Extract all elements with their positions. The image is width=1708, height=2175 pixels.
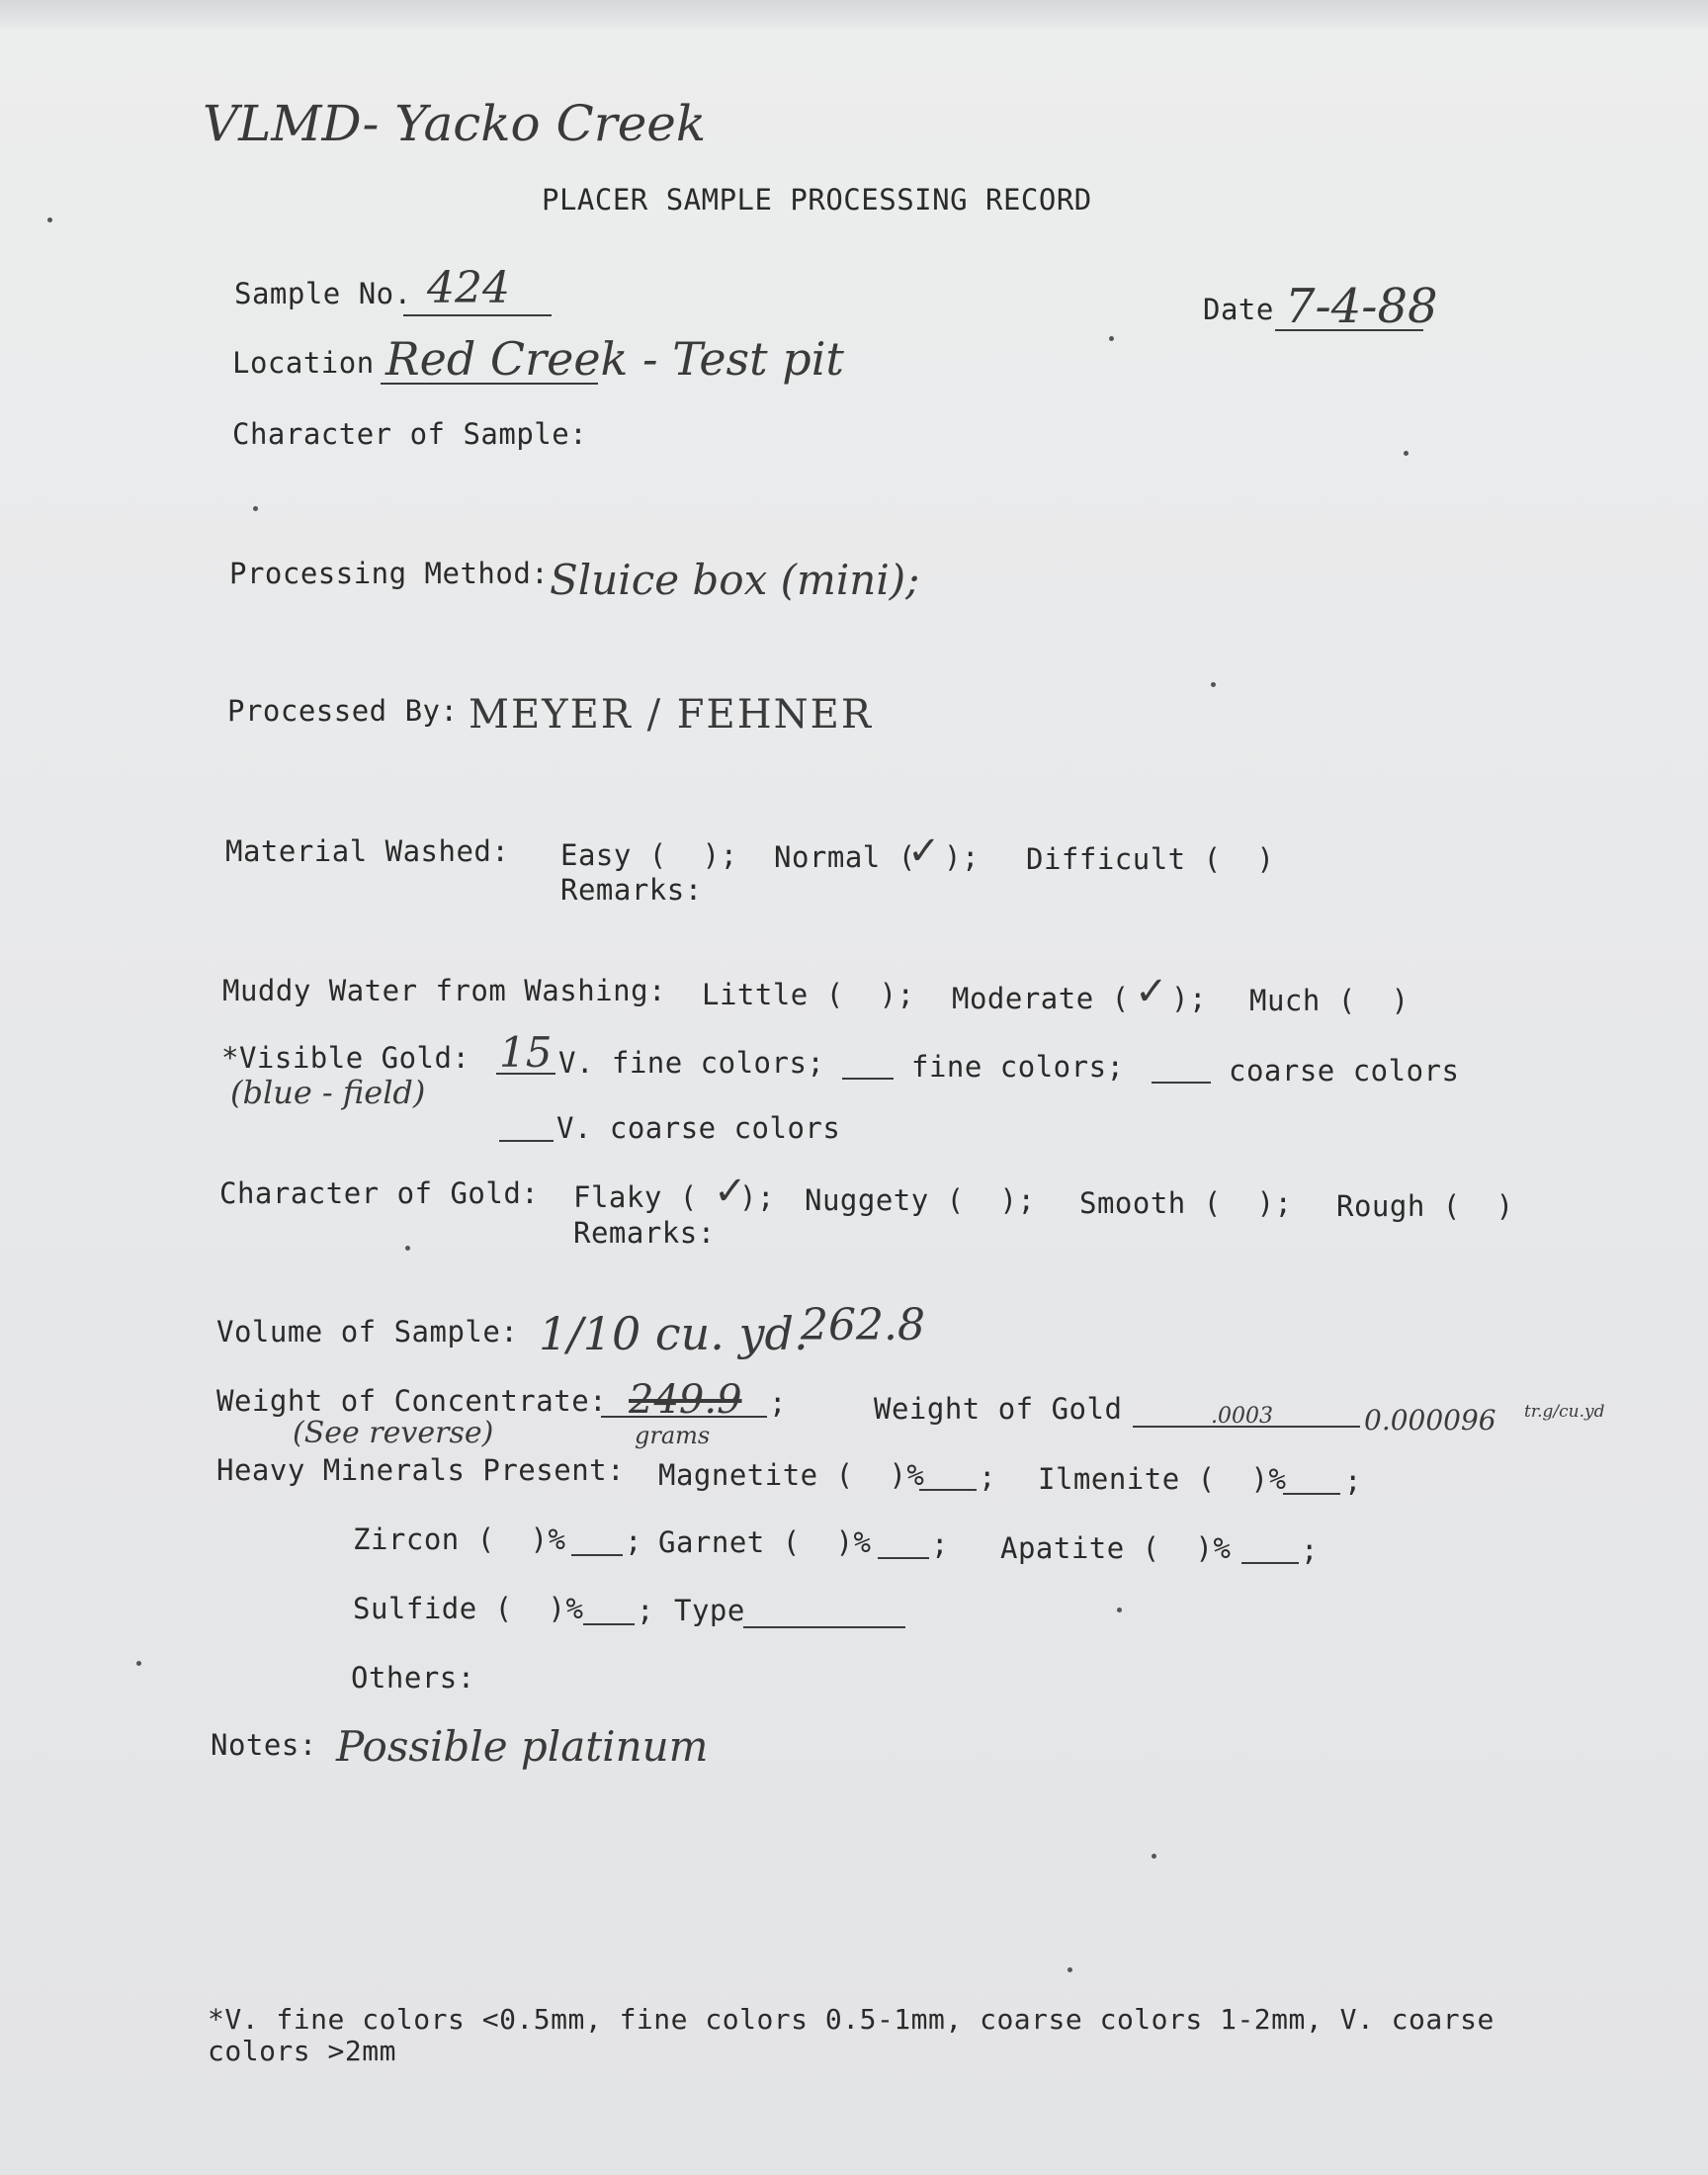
footnote-line-1: *V. fine colors <0.5mm, fine colors 0.5-1mm, coarse colors 1-2mm, V. coarse (208, 2003, 1494, 2036)
material-difficult: Difficult ( ) (1026, 842, 1275, 876)
check-icon: ✓ (907, 828, 941, 874)
mineral-apatite: Apatite ( )% (1000, 1531, 1232, 1565)
visible-gold-note: (blue - field) (230, 1074, 426, 1111)
gold-nuggety: Nuggety ( ); (805, 1183, 1036, 1217)
mineral-zircon: Zircon ( )% (353, 1522, 566, 1556)
apatite-blank (1241, 1562, 1299, 1564)
volume-extra: 262.8 (801, 1300, 925, 1350)
muddy-water-label: Muddy Water from Washing: (222, 974, 666, 1007)
project-title: VLMD- Yacko Creek (203, 95, 707, 152)
scan-speck (1117, 1608, 1122, 1612)
semicolon: ; (625, 1524, 642, 1558)
sulfide-blank (583, 1623, 635, 1625)
processing-method-value: Sluice box (mini); (550, 556, 920, 604)
semicolon: ; (1344, 1464, 1362, 1498)
visible-gold-count: 15 (499, 1028, 553, 1077)
scan-speck (1152, 1854, 1156, 1859)
processed-by-value: MEYER / FEHNER (469, 692, 873, 738)
weight-gold-value: .0003 (1211, 1404, 1273, 1429)
weight-concentrate-underline (601, 1416, 767, 1418)
gold-remarks-label: Remarks: (573, 1216, 716, 1250)
gold-flaky: Flaky ( (573, 1180, 698, 1214)
footnote-line-2: colors >2mm (208, 2035, 396, 2067)
scan-speck (1068, 1967, 1072, 1972)
notes-value: Possible platinum (336, 1722, 709, 1771)
weight-concentrate-unit: grams (635, 1422, 711, 1449)
scan-speck (1109, 336, 1114, 341)
visible-gold-count-underline (496, 1073, 555, 1075)
scan-speck (136, 1661, 141, 1666)
scan-speck (1211, 682, 1216, 687)
magnetite-blank (919, 1489, 977, 1491)
scan-edge (0, 0, 1708, 28)
processing-method-label: Processing Method: (229, 557, 550, 590)
muddy-much: Much ( ) (1249, 984, 1409, 1017)
character-of-gold-label: Character of Gold: (219, 1176, 540, 1210)
mineral-sulfide: Sulfide ( )% (353, 1592, 584, 1625)
muddy-little: Little ( ); (702, 978, 915, 1011)
material-normal: Normal ( (774, 840, 916, 874)
vcoarse-colors-blank (499, 1140, 554, 1142)
scan-speck (253, 506, 258, 511)
scan-speck (405, 1246, 410, 1251)
date-label: Date (1203, 293, 1274, 326)
weight-concentrate-value: 249.9 (629, 1377, 742, 1423)
scan-speck (47, 218, 52, 222)
ilmenite-blank (1283, 1493, 1340, 1495)
visible-gold-vcoarse: V. coarse colors (556, 1111, 841, 1145)
date-underline (1275, 329, 1423, 331)
location-label: Location (232, 346, 375, 380)
material-washed-label: Material Washed: (225, 834, 510, 868)
notes-label: Notes: (211, 1728, 317, 1762)
weight-gold-label: Weight of Gold (874, 1392, 1123, 1426)
sample-no-underline (403, 314, 552, 316)
mineral-magnetite: Magnetite ( )% (658, 1458, 925, 1492)
semicolon: ; (979, 1460, 996, 1494)
check-icon: ✓ (1135, 969, 1168, 1014)
sample-no-value: 424 (427, 263, 510, 313)
mineral-ilmenite: Ilmenite ( )% (1038, 1462, 1287, 1496)
sample-no-label: Sample No. (234, 277, 412, 310)
see-reverse-note: (See reverse) (293, 1416, 494, 1450)
gold-smooth: Smooth ( ); (1079, 1186, 1293, 1220)
volume-label: Volume of Sample: (216, 1315, 519, 1348)
mineral-garnet: Garnet ( )% (658, 1525, 872, 1559)
material-remarks-label: Remarks: (560, 873, 703, 907)
mineral-type-label: Type (674, 1594, 745, 1627)
fine-colors-blank (842, 1078, 894, 1080)
gold-rough: Rough ( ) (1336, 1189, 1514, 1223)
visible-gold-label: *Visible Gold: (221, 1041, 470, 1075)
material-normal-close: ); (944, 840, 980, 874)
semicolon: ; (1301, 1533, 1319, 1567)
garnet-blank (878, 1557, 929, 1559)
visible-gold-coarse: coarse colors (1229, 1054, 1460, 1088)
location-underline (381, 383, 598, 385)
volume-value: 1/10 cu. yd. (539, 1307, 809, 1360)
zircon-blank (571, 1554, 623, 1556)
semicolon: ; (931, 1527, 949, 1561)
type-blank (743, 1626, 905, 1628)
weight-gold-extra-unit: tr.g/cu.yd (1524, 1402, 1605, 1422)
semicolon: ; (637, 1594, 654, 1627)
coarse-colors-blank (1152, 1082, 1211, 1084)
processed-by-label: Processed By: (227, 694, 459, 728)
visible-gold-vfine: V. fine colors; (558, 1046, 825, 1080)
weight-concentrate-label: Weight of Concentrate: (216, 1384, 608, 1418)
check-icon: ✓ (714, 1169, 747, 1214)
gold-flaky-close: ); (739, 1180, 775, 1214)
material-easy: Easy ( ); (560, 838, 738, 872)
weight-gold-extra: 0.000096 (1364, 1404, 1496, 1436)
semicolon: ; (769, 1386, 787, 1420)
others-label: Others: (351, 1661, 475, 1695)
heavy-minerals-label: Heavy Minerals Present: (216, 1453, 626, 1487)
visible-gold-fine: fine colors; (911, 1050, 1125, 1084)
scan-speck (1404, 451, 1409, 456)
date-value: 7-4-88 (1285, 279, 1438, 334)
form-title: PLACER SAMPLE PROCESSING RECORD (542, 183, 1092, 217)
location-value: Red Creek - Test pit (385, 332, 844, 386)
character-of-sample-label: Character of Sample: (232, 417, 588, 451)
muddy-moderate: Moderate ( (952, 982, 1130, 1015)
muddy-moderate-close: ); (1171, 982, 1207, 1015)
